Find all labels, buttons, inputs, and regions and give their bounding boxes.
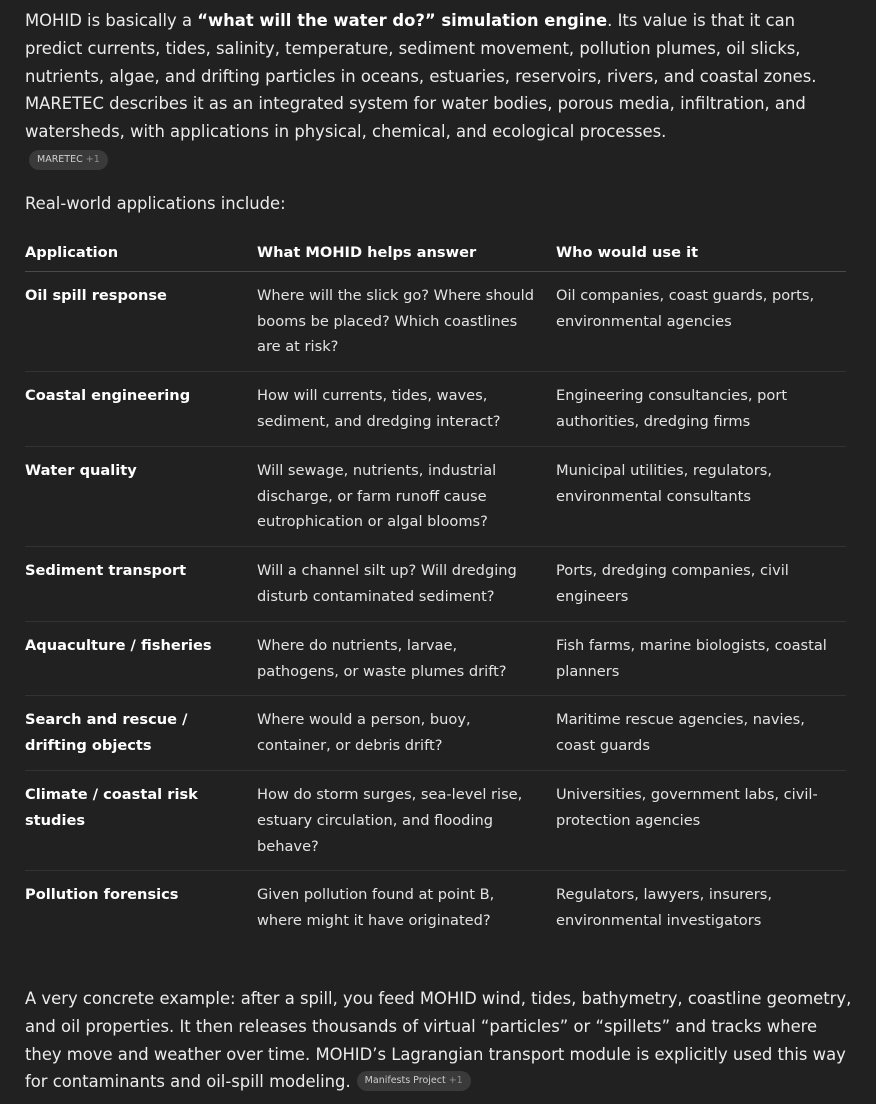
citation-maretec[interactable] — [29, 150, 108, 170]
citation-label: MARETEC — [37, 154, 83, 165]
table-row — [25, 446, 846, 546]
cell-question: Will sewage, nutrients, industrial discharge, or farm runoff cause eutrophication or algal blooms? — [257, 446, 556, 546]
cell-question: How will currents, tides, waves, sediment, and dredging interact? — [257, 372, 556, 447]
intro-paragraph — [25, 7, 855, 146]
cell-question: Where do nutrients, larvae, pathogens, or waste plumes drift? — [257, 621, 556, 696]
cell-question: How do storm surges, sea-level rise, estuary circulation, and flooding behave? — [257, 770, 556, 870]
cell-users: Ports, dredging companies, civil engineers — [556, 547, 846, 622]
citation-extra-count: +1 — [448, 1074, 463, 1086]
table-header-row — [25, 234, 846, 271]
outro-paragraph — [25, 985, 855, 1096]
table-row — [25, 547, 846, 622]
intro-rest: . Its value is that it can predict currents, tides, salinity, temperature, sediment movement, pollution plumes, oil slicks, nutrients, algae, and drifting particles in oceans, estuaries, reservoirs, rivers, and coastal zones. MARETEC describes it as an integrated system for water bodies, porous media, infiltration, and watersheds, with applications in physical, chemical, and ecological processes. — [25, 11, 817, 142]
citation-extra-count: +1 — [85, 154, 100, 165]
cell-application: Oil spill response — [25, 271, 257, 371]
header-question: What MOHID helps answer — [257, 234, 556, 271]
cell-users: Oil companies, coast guards, ports, environmental agencies — [556, 271, 846, 371]
cell-question: Where will the slick go? Where should booms be placed? Which coastlines are at risk? — [257, 271, 556, 371]
table-row — [25, 770, 846, 870]
cell-users: Fish farms, marine biologists, coastal planners — [556, 621, 846, 696]
cell-users: Regulators, lawyers, insurers, environmental investigators — [556, 886, 772, 930]
cell-application: Search and rescue / drifting objects — [25, 696, 257, 771]
table-row — [25, 696, 846, 771]
outro-text: A very concrete example: after a spill, you feed MOHID wind, tides, bathymetry, coastline geometry, and oil properties. It then releases thousands of virtual “particles” or “spillets” and tracks where they move and weather over time. MOHID’s Lagrangian transport module is explicitly used this way for contaminants and oil-spill modeling. — [25, 989, 852, 1092]
applications-table — [25, 234, 846, 945]
table-row — [25, 372, 846, 447]
cell-question: Will a channel silt up? Will dredging disturb contaminated sediment? — [257, 547, 556, 622]
applications-heading: Real-world applications include: — [25, 194, 286, 213]
intro-lead: MOHID is basically a — [25, 11, 198, 30]
cell-question: Where would a person, buoy, container, or debris drift? — [257, 696, 556, 771]
cell-application: Climate / coastal risk studies — [25, 770, 257, 870]
header-application: Application — [25, 234, 257, 271]
intro-highlight: “what will the water do?” simulation engine — [197, 11, 608, 30]
cell-application: Sediment transport — [25, 547, 257, 622]
cell-users: Municipal utilities, regulators, environmental consultants — [556, 446, 846, 546]
table-row — [25, 271, 846, 371]
citation-manifests-project[interactable] — [357, 1071, 471, 1091]
cell-application: Coastal engineering — [25, 372, 257, 447]
cell-users: Universities, government labs, civil-protection agencies — [556, 770, 846, 870]
cell-users: Maritime rescue agencies, navies, coast guards — [556, 696, 846, 771]
cell-application: Aquaculture / fisheries — [25, 621, 257, 696]
cell-application: Water quality — [25, 446, 257, 546]
table-row — [25, 621, 846, 696]
cell-question: Given pollution found at point B, where might it have originated? — [257, 886, 495, 930]
citation-label: Manifests Project — [364, 1074, 446, 1086]
header-users: Who would use it — [556, 234, 846, 271]
table-row — [25, 871, 846, 945]
cell-users: Engineering consultancies, port authorities, dredging firms — [556, 372, 846, 447]
cell-application: Pollution forensics — [25, 886, 179, 904]
